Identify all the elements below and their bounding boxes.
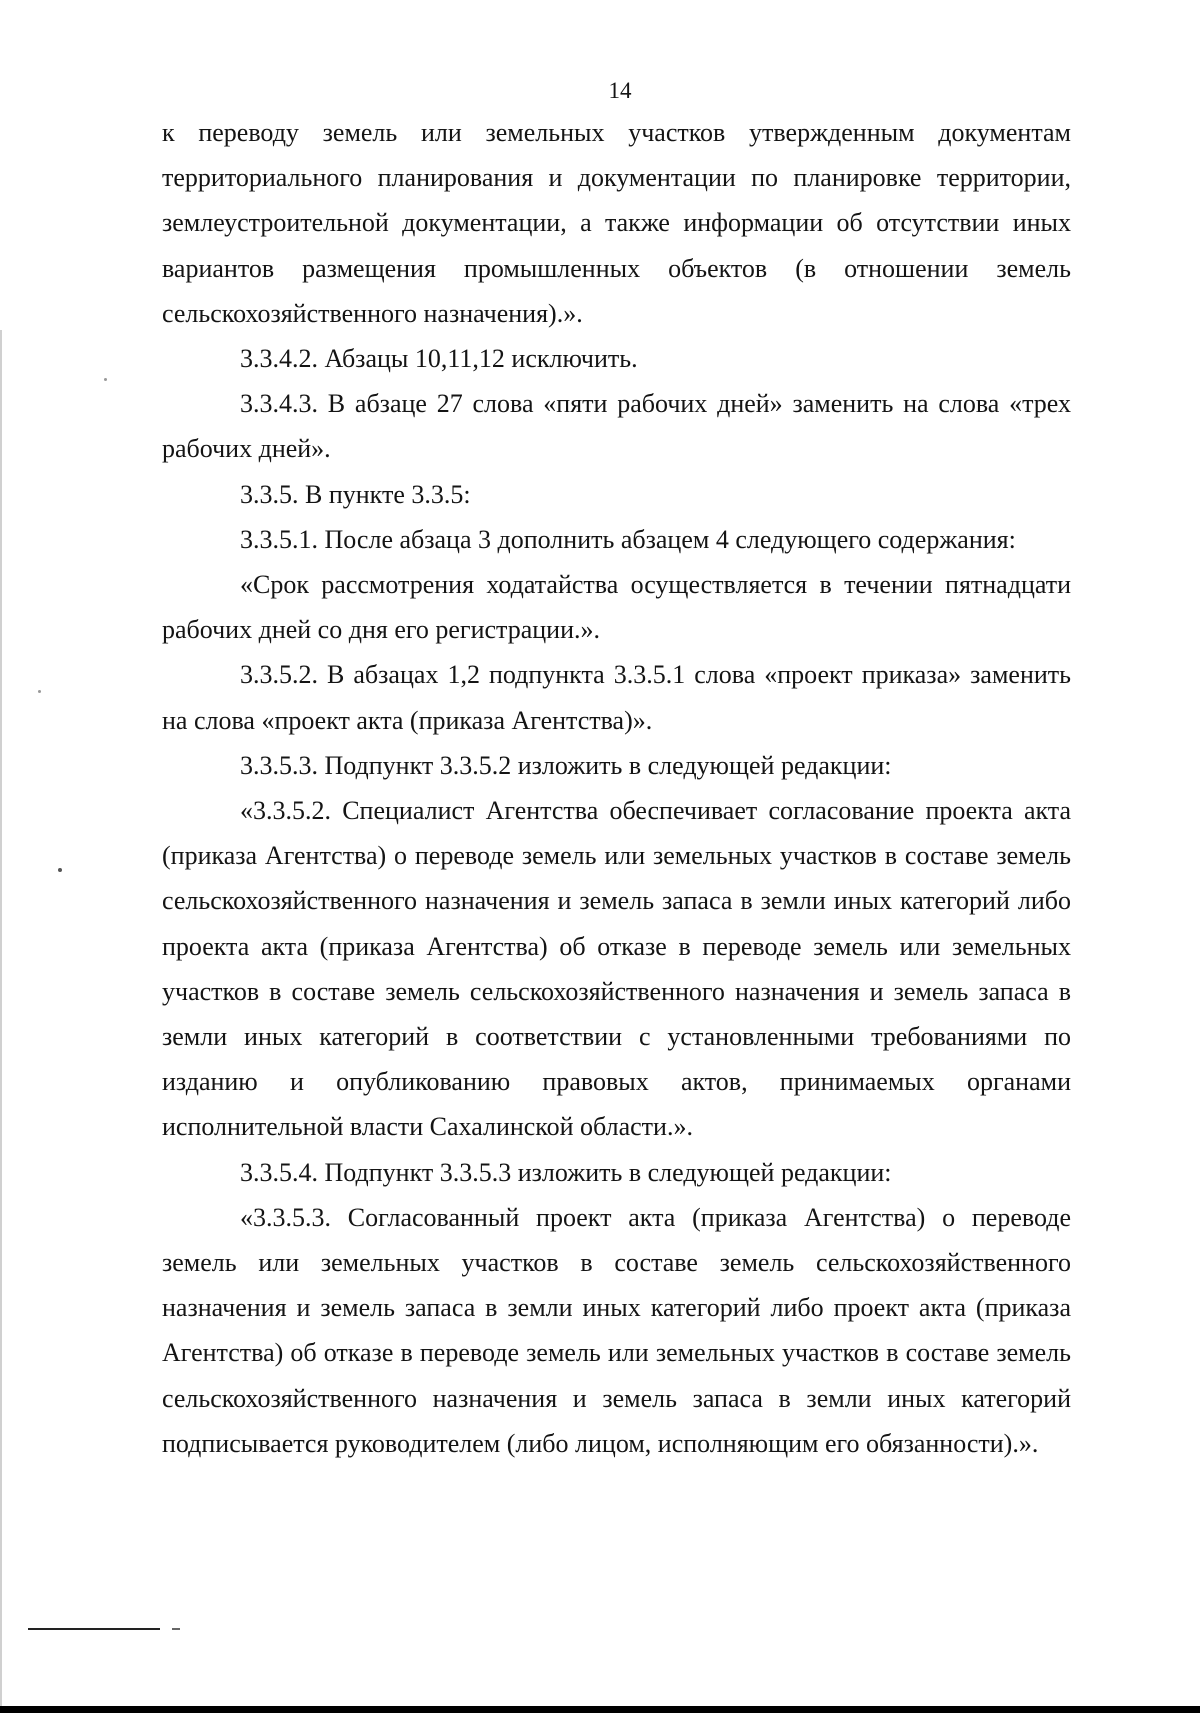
- paragraph-3-3-5-1: 3.3.5.1. После абзаца 3 дополнить абзацем 4 следующего содержания:: [240, 524, 1016, 554]
- scan-speck: [104, 378, 107, 381]
- footnote-rule: [28, 1628, 160, 1630]
- paragraph-continuation: к переводу земель или земельных участков утвержденным документам территориального планирования и документации по планировке территории, землеустроительной документации, а также информации об отсутствии иных вариантов размещения промышленных объектов (в отношении земель сельскохозяйственного назначения).».: [162, 118, 1071, 328]
- scan-speck: [38, 690, 41, 693]
- scan-edge-line: [0, 330, 2, 1713]
- scan-bottom-edge: [0, 1706, 1200, 1713]
- paragraph-quote-3-3-5-3: «3.3.5.3. Согласованный проект акта (приказа Агентства) о переводе земель или земельных участков в составе земель сельскохозяйственного назначения и земель запаса в земли иных категорий либо проект акта (приказа Агентства) об отказе в переводе земель или земельных участков в составе земель сельскохозяйственного назначения и земель запаса в земли иных категорий подписывается руководителем (либо лицом, исполняющим его обязанности).».: [162, 1202, 1071, 1458]
- document-body: [162, 110, 1071, 1466]
- page-number: 14: [608, 78, 632, 103]
- paragraph-quote-3-3-5-2: «3.3.5.2. Специалист Агентства обеспечивает согласование проекта акта (приказа Агентства) о переводе земель или земельных участков в составе земель сельскохозяйственного назначения и земель запаса в земли иных категорий либо проекта акта (приказа Агентства) об отказе в переводе земель или земельных участков в составе земель сельскохозяйственного назначения и земель запаса в земли иных категорий в соответствии с установленными требованиями по изданию и опубликованию правовых актов, принимаемых органами исполнительной власти Сахалинской области.».: [162, 796, 1071, 1142]
- paragraph-3-3-4-3: 3.3.4.3. В абзаце 27 слова «пяти рабочих дней» заменить на слова «трех рабочих дней».: [162, 389, 1071, 464]
- paragraph-quote-term: «Срок рассмотрения ходатайства осуществляется в течении пятнадцати рабочих дней со дня его регистрации.».: [162, 570, 1071, 645]
- scan-speck: [58, 868, 62, 872]
- paragraph-3-3-5-2: 3.3.5.2. В абзацах 1,2 подпункта 3.3.5.1 слова «проект приказа» заменить на слова «проект акта (приказа Агентства)».: [162, 660, 1071, 735]
- paragraph-3-3-5: 3.3.5. В пункте 3.3.5:: [240, 479, 471, 509]
- paragraph-3-3-5-4: 3.3.5.4. Подпункт 3.3.5.3 изложить в следующей редакции:: [240, 1157, 892, 1187]
- paragraph-3-3-5-3: 3.3.5.3. Подпункт 3.3.5.2 изложить в следующей редакции:: [240, 750, 892, 780]
- footnote-dash: [172, 1628, 180, 1630]
- paragraph-3-3-4-2: 3.3.4.2. Абзацы 10,11,12 исключить.: [240, 344, 638, 374]
